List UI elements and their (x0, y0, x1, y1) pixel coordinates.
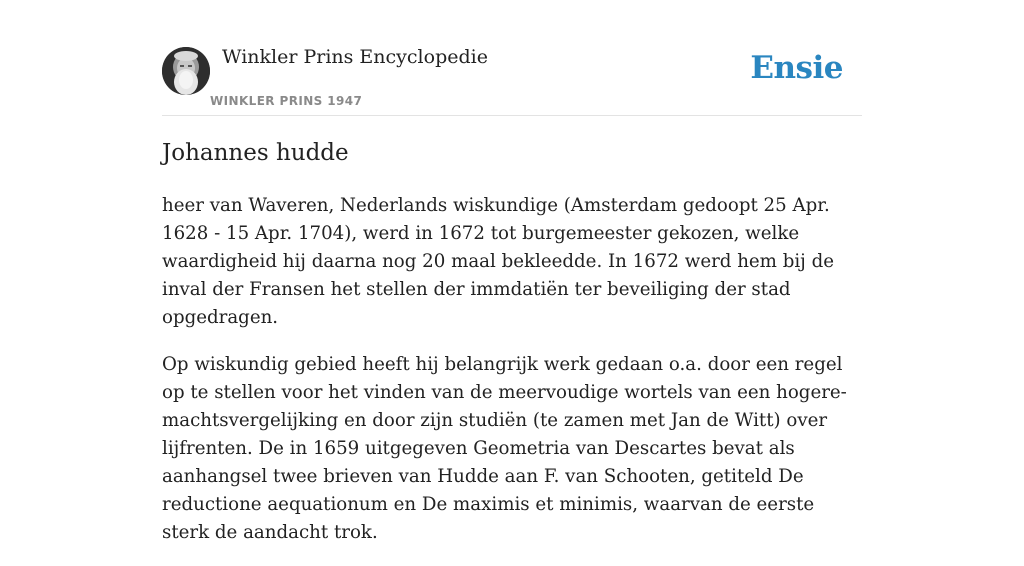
author-avatar[interactable] (162, 47, 210, 95)
article-title: Johannes hudde (162, 140, 349, 166)
site-name[interactable]: Winkler Prins Encyclopedie (222, 46, 488, 68)
site-subtitle[interactable]: WINKLER PRINS 1947 (210, 94, 363, 108)
site-header (162, 0, 862, 116)
page-container (162, 0, 862, 543)
article-body (162, 192, 862, 566)
article-paragraph: heer van Waveren, Nederlands wiskundige (Amsterdam gedoopt 25 Apr. 1628 - 15 Apr. 1704), werd in 1672 tot burgemeester gekozen, welke waardigheid hij daarna nog 20 maal bekleedde. In 1672 werd hem bij de inval der Fransen het stellen der immdatiën ter beveiliging der stad opgedragen. (162, 195, 834, 328)
portrait-avatar-icon (162, 47, 210, 95)
article-paragraph: Op wiskundig gebied heeft hij belangrijk werk gedaan o.a. door een regel op te stellen voor het vinden van de meervoudige wortels van een hogere-machtsvergelijking en door zijn studiën (te zamen met Jan de Witt) over lijfrenten. De in 1659 uitgegeven Geometria van Descartes bevat als aanhangsel twee brieven van Hudde aan F. van Schooten, getiteld De reductione aequationum en De maximis et minimis, waarvan de eerste sterk de aandacht trok. (162, 354, 847, 543)
brand-logo[interactable]: Ensie (750, 50, 843, 86)
